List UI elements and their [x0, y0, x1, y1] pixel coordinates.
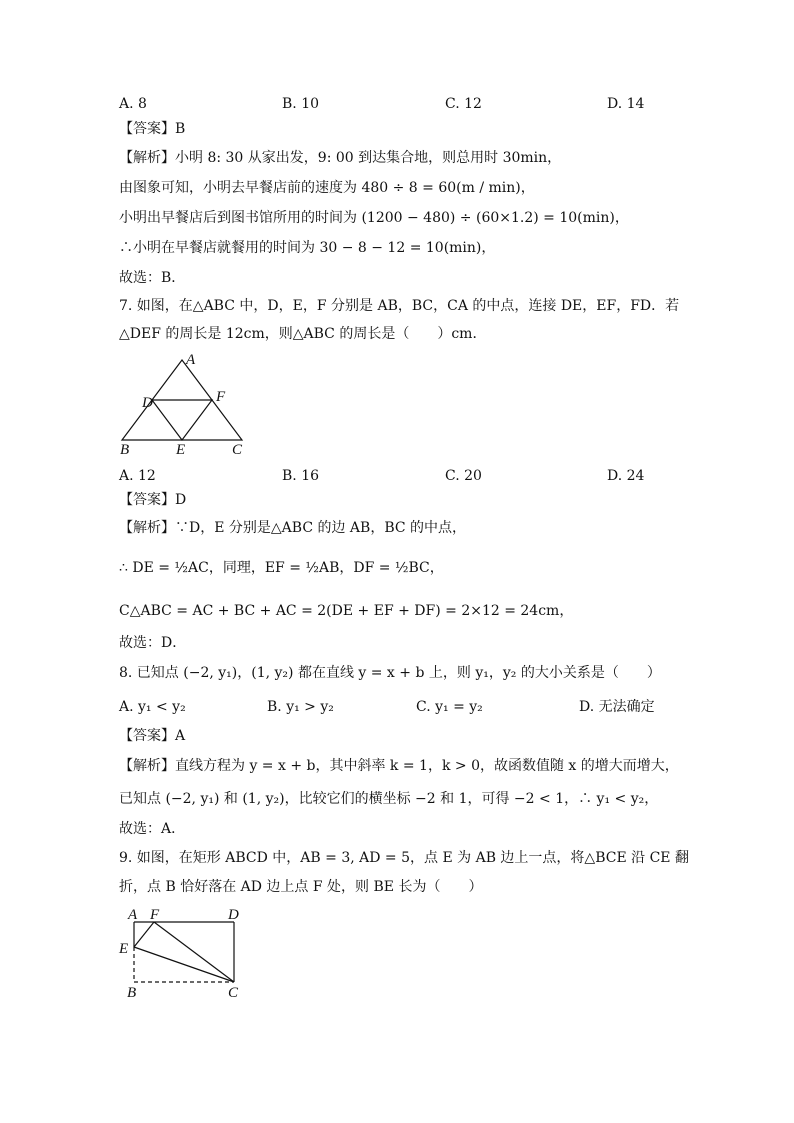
q6-option-a: A. 8	[119, 96, 147, 112]
q7-answer: 【答案】D	[119, 492, 187, 508]
label-d: D	[142, 395, 153, 411]
q7-option-d: D. 24	[607, 468, 645, 484]
q8-analysis-2: 已知点 (−2, y₁) 和 (1, y₂)，比较它们的横坐标 −2 和 1，可得 −2 < 1，∴ y₁ < y₂，	[119, 791, 659, 807]
label-a: A	[128, 907, 138, 923]
q8-analysis-1: 【解析】直线方程为 y = x + b，其中斜率 k = 1，k > 0，故函数值随 x 的增大而增大，	[119, 758, 679, 774]
q7-choose: 故选：D．	[119, 635, 187, 651]
q6-option-c: C. 12	[445, 96, 482, 112]
label-c: C	[228, 985, 239, 1001]
q8-answer: 【答案】A	[119, 728, 186, 744]
q6-analysis-1: 【解析】小明 8: 30 从家出发，9: 00 到达集合地，则总用时 30min，	[119, 150, 562, 166]
q7-analysis-2: ∴ DE = ½AC，同理，EF = ½AB，DF = ½BC，	[119, 560, 444, 576]
label-e: E	[119, 941, 129, 957]
q6-analysis-3: 小明出早餐店后到图书馆所用的时间为 (1200 − 480) ÷ (60×1.2) = 10(min)，	[119, 210, 629, 226]
label-f: F	[150, 907, 160, 923]
label-e: E	[176, 442, 186, 458]
q6-answer: 【答案】B	[119, 121, 186, 137]
label-b: B	[127, 985, 137, 1001]
q8-options	[119, 697, 679, 717]
q7-analysis-1: 【解析】∵D，E 分别是△ABC 的边 AB，BC 的中点，	[119, 520, 467, 536]
label-d: D	[228, 907, 239, 923]
q6-option-d: D. 14	[607, 96, 645, 112]
q7-stem-2: △DEF 的周长是 12cm，则△ABC 的周长是（ ）cm．	[119, 326, 487, 342]
q9-rectangle-figure	[112, 902, 252, 1002]
q8-option-c: C. y₁ = y₂	[416, 699, 483, 715]
label-b: B	[120, 442, 130, 458]
q6-analysis-4: ∴小明在早餐店就餐用的时间为 30 − 8 − 12 = 10(min)，	[119, 240, 496, 256]
q7-option-b: B. 16	[282, 468, 320, 484]
q6-analysis-2: 由图象可知，小明去早餐店前的速度为 480 ÷ 8 = 60(m / min)，	[119, 180, 535, 196]
q9-stem-2: 折，点 B 恰好落在 AD 边上点 F 处，则 BE 长为（ ）	[119, 879, 483, 895]
q6-options	[119, 94, 679, 114]
q7-option-c: C. 20	[445, 468, 482, 484]
q8-choose: 故选：A．	[119, 821, 186, 837]
q7-triangle-figure	[112, 348, 262, 458]
label-a: A	[186, 352, 196, 368]
q8-option-d: D. 无法确定	[579, 699, 655, 715]
q7-stem-1: 7. 如图，在△ABC 中，D，E，F 分别是 AB，BC，CA 的中点，连接 DE，EF，FD．若	[119, 298, 680, 314]
q6-option-b: B. 10	[282, 96, 320, 112]
q8-option-a: A. y₁ < y₂	[119, 699, 186, 715]
q7-options	[119, 466, 679, 486]
q8-option-b: B. y₁ > y₂	[267, 699, 334, 715]
q7-option-a: A. 12	[119, 468, 156, 484]
q9-stem-1: 9. 如图，在矩形 ABCD 中，AB = 3, AD = 5，点 E 为 AB 边上一点，将△BCE 沿 CE 翻	[119, 850, 689, 866]
q8-stem: 8. 已知点 (−2, y₁)，(1, y₂) 都在直线 y = x + b 上，则 y₁，y₂ 的大小关系是（ ）	[119, 665, 661, 681]
q7-analysis-3: C△ABC = AC + BC + AC = 2(DE + EF + DF) = 2×12 = 24cm，	[119, 603, 574, 619]
q6-choose: 故选：B．	[119, 270, 186, 286]
label-c: C	[232, 442, 243, 458]
label-f: F	[216, 389, 226, 405]
